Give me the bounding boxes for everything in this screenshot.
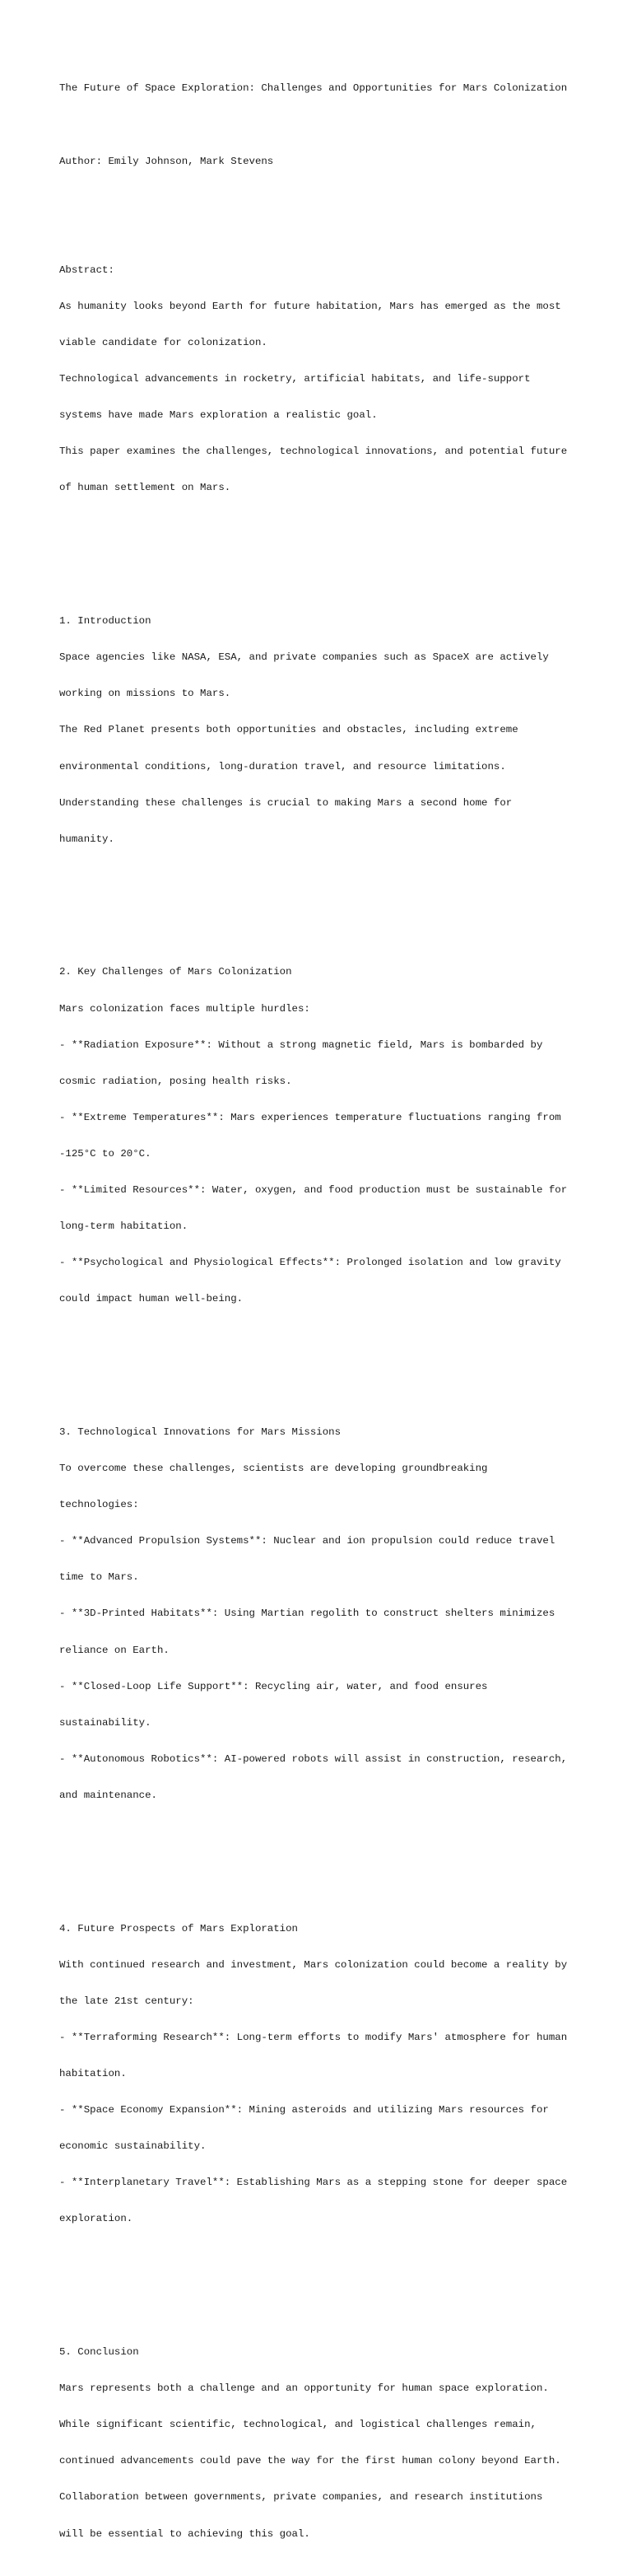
section-heading: 2. Key Challenges of Mars Colonization (59, 966, 292, 978)
spacer (59, 1850, 586, 1862)
section-line: To overcome these challenges, scientists are developing groundbreaking (59, 1463, 488, 1475)
author-line: Author: Emily Johnson, Mark Stevens (59, 155, 274, 167)
abstract-line: As humanity looks beyond Earth for future habitation, Mars has emerged as the most (59, 300, 561, 312)
section-line: Mars colonization faces multiple hurdles: (59, 1002, 310, 1015)
section-line: Collaboration between governments, private companies, and research institutions (59, 2491, 543, 2504)
section-heading: 1. Introduction (59, 615, 151, 628)
spacer (59, 543, 586, 555)
section-line: the late 21st century: (59, 1995, 194, 2007)
document-page (59, 58, 586, 2576)
abstract-line: Technological advancements in rocketry, artificial habitats, and life-support (59, 373, 531, 385)
section-line: - **Terraforming Research**: Long-term efforts to modify Mars' atmosphere for human (59, 2031, 568, 2043)
section-line: time to Mars. (59, 1571, 139, 1584)
section-line: technologies: (59, 1499, 139, 1511)
section-line: exploration. (59, 2213, 133, 2225)
document-title: The Future of Space Exploration: Challenges and Opportunities for Mars Colonization (59, 82, 568, 95)
section-line: - **Closed-Loop Life Support**: Recycling air, water, and food ensures (59, 1680, 488, 1692)
section-line: Mars represents both a challenge and an opportunity for human space exploration. (59, 2382, 549, 2395)
spacer (59, 1354, 586, 1366)
section-line: - **Psychological and Physiological Effects**: Prolonged isolation and low gravity (59, 1257, 561, 1269)
spacer (59, 2274, 586, 2286)
section-line: - **Radiation Exposure**: Without a strong magnetic field, Mars is bombarded by (59, 1038, 543, 1051)
section-line: - **Space Economy Expansion**: Mining asteroids and utilizing Mars resources for (59, 2104, 549, 2116)
section-conclusion (59, 2322, 586, 2564)
section-line: could impact human well-being. (59, 1293, 244, 1305)
abstract-line: This paper examines the challenges, technological innovations, and potential future (59, 446, 568, 458)
section-line: reliance on Earth. (59, 1644, 170, 1656)
section-line: Understanding these challenges is crucial to making Mars a second home for (59, 796, 513, 809)
section-line: and maintenance. (59, 1789, 157, 1801)
section-introduction (59, 591, 586, 870)
section-line: Space agencies like NASA, ESA, and private companies such as SpaceX are actively (59, 651, 549, 664)
abstract-heading: Abstract: (59, 264, 114, 276)
section-line: working on missions to Mars. (59, 688, 231, 700)
section-line: cosmic radiation, posing health risks. (59, 1075, 292, 1087)
spacer (59, 192, 586, 204)
section-line: - **Extreme Temperatures**: Mars experiences temperature fluctuations ranging from (59, 1111, 561, 1123)
abstract-line: of human settlement on Mars. (59, 482, 231, 494)
section-line: sustainability. (59, 1716, 151, 1729)
section-heading: 3. Technological Innovations for Mars Missions (59, 1426, 342, 1438)
abstract-line: systems have made Mars exploration a realistic goal. (59, 409, 378, 422)
section-line: The Red Planet presents both opportunities and obstacles, including extreme (59, 724, 518, 736)
section-line: With continued research and investment, Mars colonization could become a reality by (59, 1958, 568, 1971)
section-heading: 4. Future Prospects of Mars Exploration (59, 1922, 298, 1934)
section-heading: 5. Conclusion (59, 2346, 139, 2359)
section-line: environmental conditions, long-duration travel, and resource limitations. (59, 760, 506, 772)
section-line: - **3D-Printed Habitats**: Using Martian regolith to construct shelters minimizes (59, 1608, 555, 1620)
section-line: long-term habitation. (59, 1220, 188, 1233)
section-line: - **Limited Resources**: Water, oxygen, and food production must be sustainable for (59, 1183, 568, 1196)
section-line: While significant scientific, technological, and logistical challenges remain, (59, 2419, 537, 2431)
section-technological-innovations (59, 1402, 586, 1826)
section-line: will be essential to achieving this goal. (59, 2527, 310, 2540)
section-line: - **Advanced Propulsion Systems**: Nuclear and ion propulsion could reduce travel (59, 1535, 555, 1547)
section-line: humanity. (59, 833, 114, 845)
spacer (59, 894, 586, 906)
abstract-section (59, 240, 586, 518)
section-line: continued advancements could pave the way for the first human colony beyond Earth. (59, 2455, 561, 2467)
section-line: - **Autonomous Robotics**: AI-powered robots will assist in construction, research, (59, 1752, 568, 1765)
abstract-line: viable candidate for colonization. (59, 337, 267, 349)
section-line: economic sustainability. (59, 2140, 207, 2153)
section-line: - **Interplanetary Travel**: Establishing Mars as a stepping stone for deeper space (59, 2177, 568, 2189)
section-line: -125°C to 20°C. (59, 1147, 151, 1160)
section-future-prospects (59, 1898, 586, 2249)
spacer (59, 119, 586, 132)
section-line: habitation. (59, 2067, 127, 2079)
section-key-challenges (59, 942, 586, 1329)
